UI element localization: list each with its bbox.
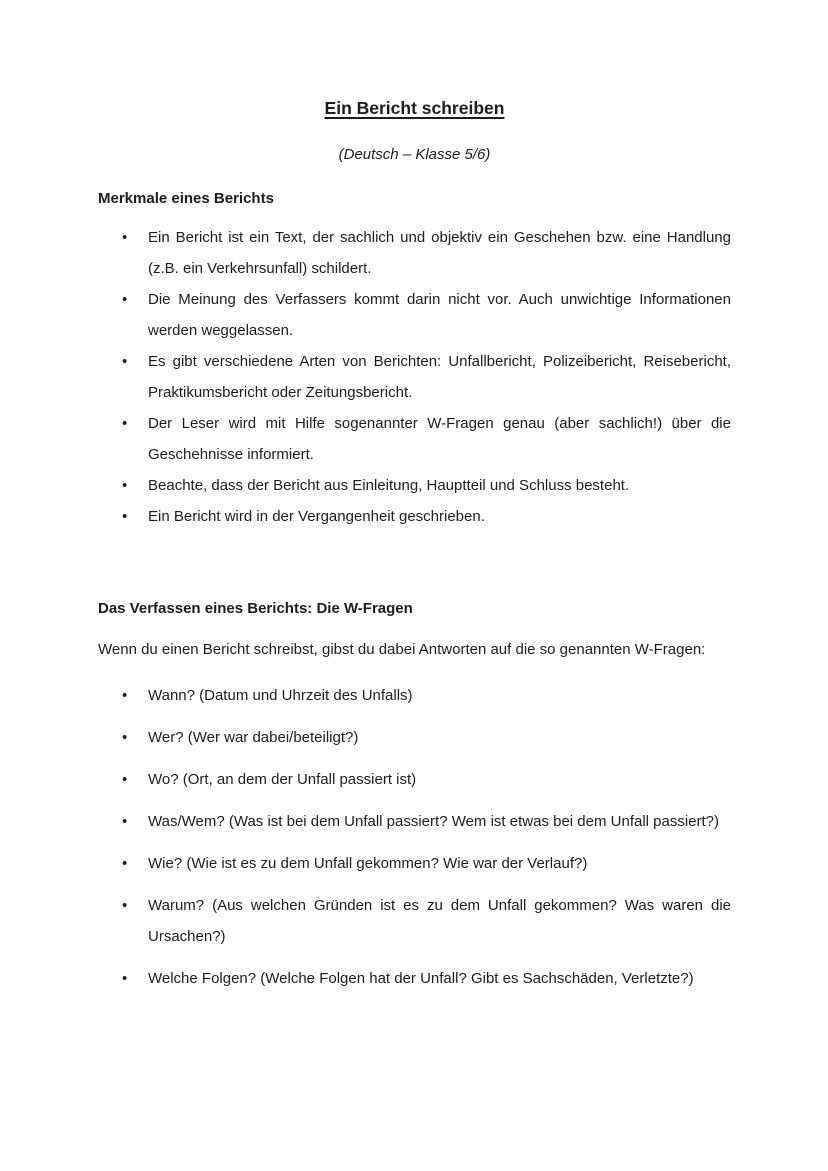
bullet-icon: • [122, 291, 128, 308]
list-item-text [148, 470, 731, 501]
list-item [98, 764, 731, 795]
list-item [98, 284, 731, 346]
bullet-icon: • [122, 771, 128, 788]
list-item [98, 470, 731, 501]
list-item-line: Der Leser wird mit Hilfe sogenannter W-Fragen genau (aber sachlich!) über die [148, 415, 731, 432]
list-item [98, 501, 731, 532]
section-wfragen [98, 599, 731, 994]
list-item-text [148, 764, 731, 795]
list-item-text [148, 346, 731, 408]
list-item [98, 222, 731, 284]
list-item-text [148, 722, 731, 753]
section-wfragen-heading: Das Verfassen eines Berichts: Die W-Fragen [98, 600, 413, 617]
list-item [98, 346, 731, 408]
list-item-text [148, 222, 731, 284]
list-item-line: Wer? (Wer war dabei/beteiligt?) [148, 729, 359, 746]
list-item-line: Wann? (Datum und Uhrzeit des Unfalls) [148, 687, 413, 704]
list-item-line: Praktikumsbericht oder Zeitungsbericht. [148, 384, 413, 401]
list-item-text [148, 963, 731, 994]
bullet-icon: • [122, 477, 128, 494]
list-item-line: Warum? (Aus welchen Gründen ist es zu dem Unfall gekommen? Was waren die [148, 897, 731, 914]
bullet-icon: • [122, 970, 128, 987]
list-item-text [148, 890, 731, 952]
bullet-icon: • [122, 729, 128, 746]
list-item-line: werden weggelassen. [148, 322, 294, 339]
merkmale-bullet-list [98, 222, 731, 532]
list-item-line: Wie? (Wie ist es zu dem Unfall gekommen? Wie war der Verlauf?) [148, 855, 588, 872]
list-item [98, 963, 731, 994]
page-subtitle: (Deutsch – Klasse 5/6) [338, 146, 491, 163]
list-item [98, 806, 731, 837]
list-item-line: Ursachen?) [148, 928, 226, 945]
list-item [98, 408, 731, 470]
page-title-text: Ein Bericht schreiben [324, 98, 505, 118]
bullet-icon: • [122, 813, 128, 830]
list-item-line: Geschehnisse informiert. [148, 446, 314, 463]
list-item [98, 848, 731, 879]
bullet-icon: • [122, 508, 128, 525]
list-item-line: (z.B. ein Verkehrsunfall) schildert. [148, 260, 372, 277]
bullet-icon: • [122, 229, 128, 246]
page-title [98, 98, 731, 118]
list-item-line: Was/Wem? (Was ist bei dem Unfall passiert? Wem ist etwas bei dem Unfall passiert?) [148, 813, 720, 830]
section-merkmale [98, 189, 731, 532]
list-item-text [148, 806, 731, 837]
list-item-text [148, 501, 731, 532]
list-item [98, 722, 731, 753]
bullet-icon: • [122, 855, 128, 872]
list-item [98, 680, 731, 711]
list-item-line: Die Meinung des Verfassers kommt darin nicht vor. Auch unwichtige Informationen [148, 291, 731, 308]
section-merkmale-heading: Merkmale eines Berichts [98, 190, 274, 207]
list-item-text [148, 408, 731, 470]
section-wfragen-intro: Wenn du einen Bericht schreibst, gibst du dabei Antworten auf die so genannten W-Fragen: [98, 641, 706, 658]
list-item-line: Wo? (Ort, an dem der Unfall passiert ist) [148, 771, 417, 788]
list-item-line: Welche Folgen? (Welche Folgen hat der Unfall? Gibt es Sachschäden, Verletzte?) [148, 970, 694, 987]
bullet-icon: • [122, 897, 128, 914]
bullet-icon: • [122, 353, 128, 370]
list-item [98, 890, 731, 952]
list-item-line: Ein Bericht ist ein Text, der sachlich und objektiv ein Geschehen bzw. eine Handlung [148, 229, 731, 246]
list-item-line: Ein Bericht wird in der Vergangenheit geschrieben. [148, 508, 485, 525]
bullet-icon: • [122, 415, 128, 432]
wfragen-bullet-list [98, 680, 731, 994]
list-item-text [148, 848, 731, 879]
list-item-text [148, 680, 731, 711]
list-item-text [148, 284, 731, 346]
bullet-icon: • [122, 687, 128, 704]
list-item-line: Beachte, dass der Bericht aus Einleitung, Hauptteil und Schluss besteht. [148, 477, 630, 494]
list-item-line: Es gibt verschiedene Arten von Berichten: Unfallbericht, Polizeibericht, Reisebericht, [148, 353, 731, 370]
